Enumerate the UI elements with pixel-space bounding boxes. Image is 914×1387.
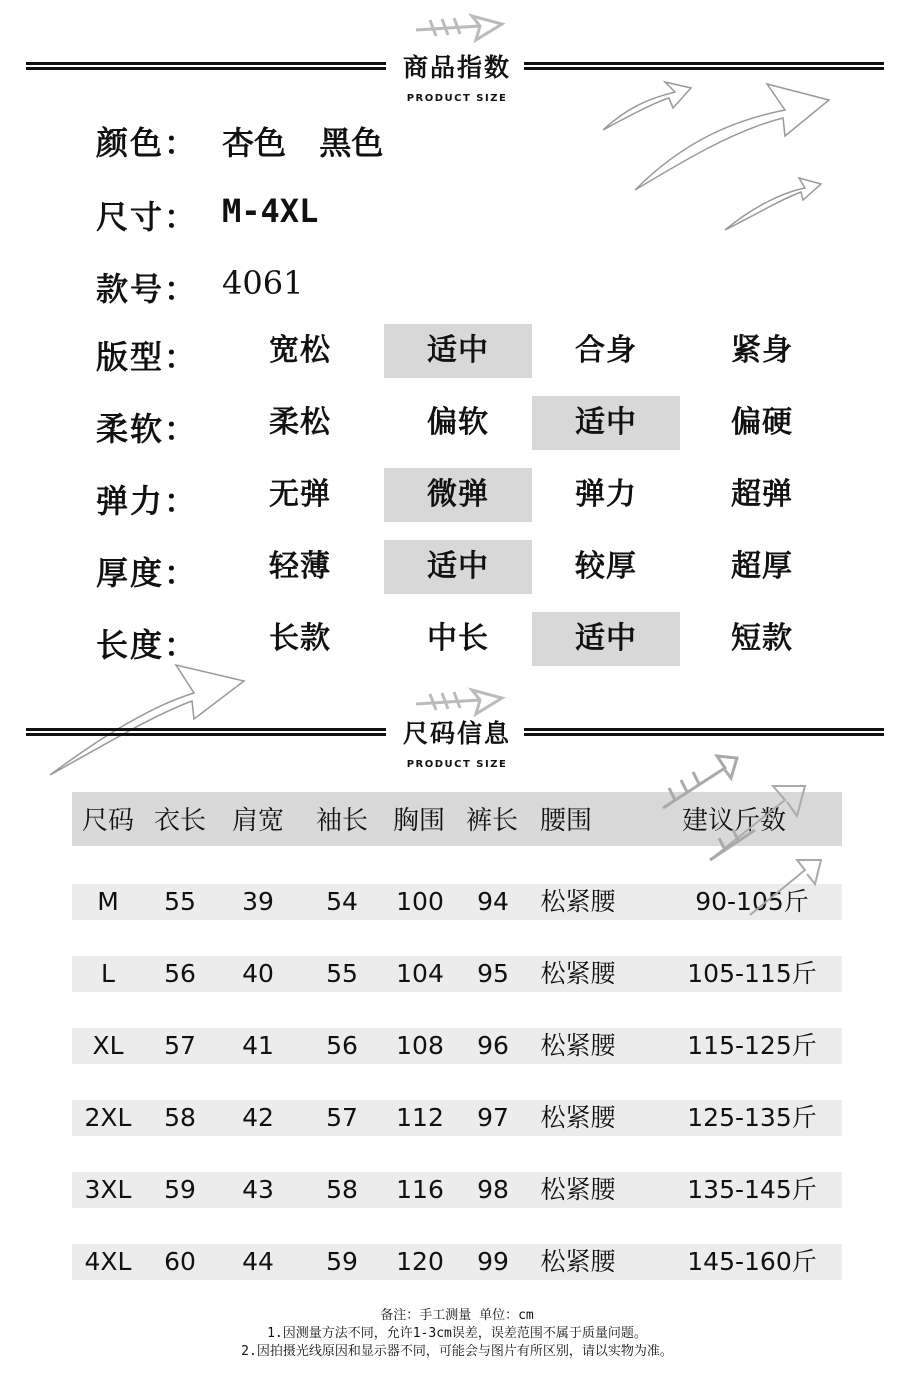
table-cell: 54: [326, 887, 358, 916]
info-value-size: M-4XL: [222, 192, 319, 230]
note-line-2: 2.因拍摄光线原因和显示器不同，可能会与图片有所区别，请以实物为准。: [241, 1344, 673, 1359]
table-cell: 90-105斤: [695, 887, 809, 916]
section-subtitle-size: PRODUCT SIZE: [406, 759, 508, 770]
table-cell: 59: [164, 1175, 196, 1204]
attribute-option: 中长: [427, 621, 489, 656]
table-cell: 95: [477, 959, 509, 988]
attribute-label: 厚度：: [96, 554, 199, 592]
table-cell: 145-160斤: [687, 1247, 817, 1276]
size-table-header-cell: 衣长: [154, 806, 207, 836]
table-cell: 96: [477, 1031, 509, 1060]
table-cell: 104: [396, 959, 444, 988]
table-cell: 57: [164, 1031, 196, 1060]
info-label-color: 颜色：: [96, 124, 199, 162]
info-value-style-no: 4061: [222, 264, 304, 302]
info-value-color: 杏色 黑色: [222, 124, 384, 162]
attribute-label: 版型：: [96, 338, 199, 376]
table-cell: M: [97, 887, 119, 916]
table-cell: 116: [396, 1175, 444, 1204]
arrow-doodle-icon: [595, 70, 835, 250]
table-cell: 松紧腰: [540, 959, 616, 988]
table-cell: L: [101, 959, 115, 988]
section-subtitle: PRODUCT SIZE: [406, 93, 508, 104]
header-rule-right: [524, 728, 884, 736]
size-table-header-cell: 肩宽: [232, 806, 285, 836]
table-cell: 112: [396, 1103, 444, 1132]
table-cell: 41: [242, 1031, 274, 1060]
table-cell: 120: [396, 1247, 444, 1276]
table-cell: 55: [326, 959, 358, 988]
section-title-size: 尺码信息: [402, 719, 511, 748]
table-cell: 98: [477, 1175, 509, 1204]
attribute-option: 轻薄: [269, 549, 331, 584]
note-line-1: 1.因测量方法不同，允许1-3cm误差，误差范围不属于质量问题。: [267, 1326, 647, 1341]
arrow-doodle-icon: [655, 750, 825, 920]
table-cell: 43: [242, 1175, 274, 1204]
table-cell: 42: [242, 1103, 274, 1132]
header-rule-left: [26, 728, 386, 736]
attribute-option: 长款: [269, 621, 331, 656]
table-cell: 44: [242, 1247, 274, 1276]
table-cell: 99: [477, 1247, 509, 1276]
attribute-option: 超弹: [731, 477, 793, 512]
attribute-option-selected: 微弹: [384, 468, 532, 522]
table-cell: 松紧腰: [540, 1175, 616, 1204]
size-table-header-cell: 胸围: [393, 806, 446, 836]
table-cell: 3XL: [84, 1175, 132, 1204]
table-cell: 57: [326, 1103, 358, 1132]
size-table-header-cell: 袖长: [316, 806, 369, 836]
table-cell: 松紧腰: [540, 1103, 616, 1132]
table-cell: 58: [326, 1175, 358, 1204]
table-cell: 松紧腰: [540, 1031, 616, 1060]
attribute-option-selected: 适中: [384, 540, 532, 594]
attribute-option: 紧身: [731, 333, 793, 368]
table-cell: 2XL: [84, 1103, 132, 1132]
table-cell: 55: [164, 887, 196, 916]
attribute-label: 长度：: [96, 626, 199, 664]
size-table-header-cell: 建议斤数: [682, 806, 787, 836]
attribute-option: 超厚: [731, 549, 793, 584]
table-cell: 105-115斤: [687, 959, 817, 988]
header-rule-left: [26, 62, 386, 70]
table-cell: 135-145斤: [687, 1175, 817, 1204]
attribute-label: 柔软：: [96, 410, 199, 448]
table-cell: 56: [326, 1031, 358, 1060]
attribute-option: 较厚: [575, 549, 637, 584]
table-cell: 60: [164, 1247, 196, 1276]
size-table-header-cell: 尺码: [82, 806, 135, 836]
arrow-doodle-icon: [44, 655, 254, 785]
table-cell: 58: [164, 1103, 196, 1132]
table-cell: XL: [92, 1031, 124, 1060]
attribute-option-selected: 适中: [532, 612, 680, 666]
note-remark: 备注：手工测量 单位：cm: [380, 1308, 534, 1323]
attribute-option: 弹力: [575, 477, 637, 512]
attribute-option: 短款: [731, 621, 793, 656]
table-cell: 39: [242, 887, 274, 916]
size-table-header-cell: 裤长: [466, 806, 519, 836]
table-cell: 56: [164, 959, 196, 988]
attribute-option: 柔松: [269, 405, 331, 440]
table-cell: 125-135斤: [687, 1103, 817, 1132]
table-cell: 4XL: [84, 1247, 132, 1276]
arrow-doodle-icon: [410, 6, 510, 46]
size-table-header-cell: 腰围: [540, 806, 593, 836]
table-cell: 100: [396, 887, 444, 916]
attribute-option: 合身: [575, 333, 637, 368]
attribute-option: 偏软: [427, 405, 489, 440]
table-cell: 94: [477, 887, 509, 916]
table-cell: 115-125斤: [687, 1031, 817, 1060]
section-title: 商品指数: [402, 53, 511, 82]
info-label-size: 尺寸：: [96, 198, 199, 236]
attribute-option-selected: 适中: [532, 396, 680, 450]
attribute-option: 偏硬: [731, 405, 793, 440]
table-cell: 松紧腰: [540, 1247, 616, 1276]
table-cell: 松紧腰: [540, 887, 616, 916]
attribute-option: 无弹: [269, 477, 331, 512]
header-rule-right: [524, 62, 884, 70]
info-label-style-no: 款号：: [96, 270, 199, 308]
attribute-option: 宽松: [269, 333, 331, 368]
table-cell: 59: [326, 1247, 358, 1276]
attribute-label: 弹力：: [96, 482, 199, 520]
table-cell: 97: [477, 1103, 509, 1132]
attribute-option-selected: 适中: [384, 324, 532, 378]
table-cell: 40: [242, 959, 274, 988]
table-cell: 108: [396, 1031, 444, 1060]
